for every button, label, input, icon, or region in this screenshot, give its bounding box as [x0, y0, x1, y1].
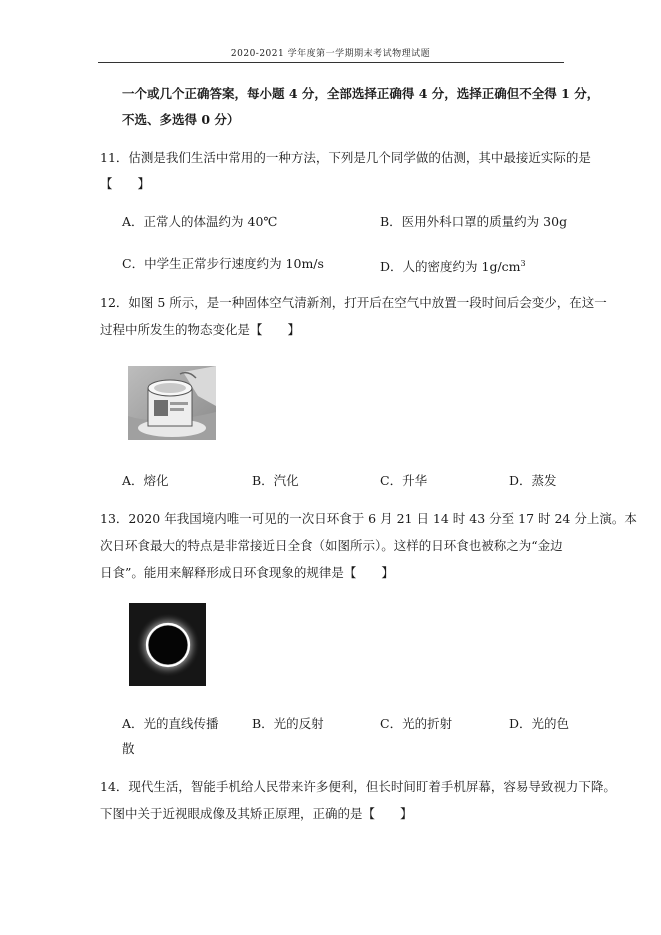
instruction-line-1: 一个或几个正确答案，每小题 4 分，全部选择正确得 4 分，选择正确但不全得 1 分，: [122, 86, 600, 101]
air-freshener-illustration: [128, 366, 216, 440]
question-13-option-d-wrap: 散: [122, 741, 135, 756]
question-13-option-a: A．光的直线传播: [122, 716, 219, 731]
solar-eclipse-illustration: [129, 603, 206, 686]
question-12-stem-line-2: 过程中所发生的物态变化是【 】: [100, 322, 301, 337]
question-13-option-b: B．光的反射: [252, 716, 324, 731]
question-12-option-d: D．蒸发: [509, 473, 557, 488]
question-12-stem-line-1: 12．如图 5 所示，是一种固体空气清新剂，打开后在空气中放置一段时间后会变少，在这一: [100, 295, 607, 310]
header-title: 2020-2021 学年度第一学期期末考试物理试题: [230, 49, 431, 59]
question-11-option-b: B．医用外科口罩的质量约为 30g: [380, 214, 568, 229]
question-11-option-d-label: D．人的密度约为 1g/cm: [380, 259, 521, 275]
header-rule: [98, 62, 564, 63]
question-11-option-d: [380, 256, 526, 275]
question-14-stem-line-1: 14．现代生活，智能手机给人民带来许多便利，但长时间盯着手机屏幕，容易导致视力下降。: [100, 779, 616, 794]
question-13-option-c: C．光的折射: [380, 716, 453, 731]
question-13-option-d: D．光的色: [509, 716, 570, 731]
question-13-stem-line-2: 次日环食最大的特点是非常接近日全食（如图所示）。这样的日环食也被称之为“金边: [100, 538, 563, 553]
question-11-option-c: C．中学生正常步行速度约为 10m/s: [122, 256, 324, 271]
air-freshener-image: [128, 366, 216, 440]
instruction-line-2: 不选、多选得 0 分）: [122, 112, 240, 127]
question-13-stem-line-3: 日食”。能用来解释形成日环食现象的规律是【 】: [100, 565, 394, 580]
question-11-stem-line-1: 11．估测是我们生活中常用的一种方法，下列是几个同学做的估测，其中最接近实际的是: [100, 150, 591, 165]
question-14-stem-line-2: 下图中关于近视眼成像及其矫正原理，正确的是【 】: [100, 806, 413, 821]
question-12-option-c: C．升华: [380, 473, 428, 488]
question-11-option-a: A．正常人的体温约为 40℃: [122, 214, 278, 229]
question-11-stem-line-2: 【 】: [100, 176, 151, 191]
question-12-option-b: B．汽化: [252, 473, 299, 488]
question-13-stem-line-1: 13．2020 年我国境内唯一可见的一次日环食于 6 月 21 日 14 时 43 分至 17 时 24 分上演。本: [100, 511, 637, 526]
question-12-option-a: A．熔化: [122, 473, 169, 488]
question-11-option-d-sup: 3: [520, 259, 526, 268]
solar-eclipse-image: [129, 603, 206, 686]
